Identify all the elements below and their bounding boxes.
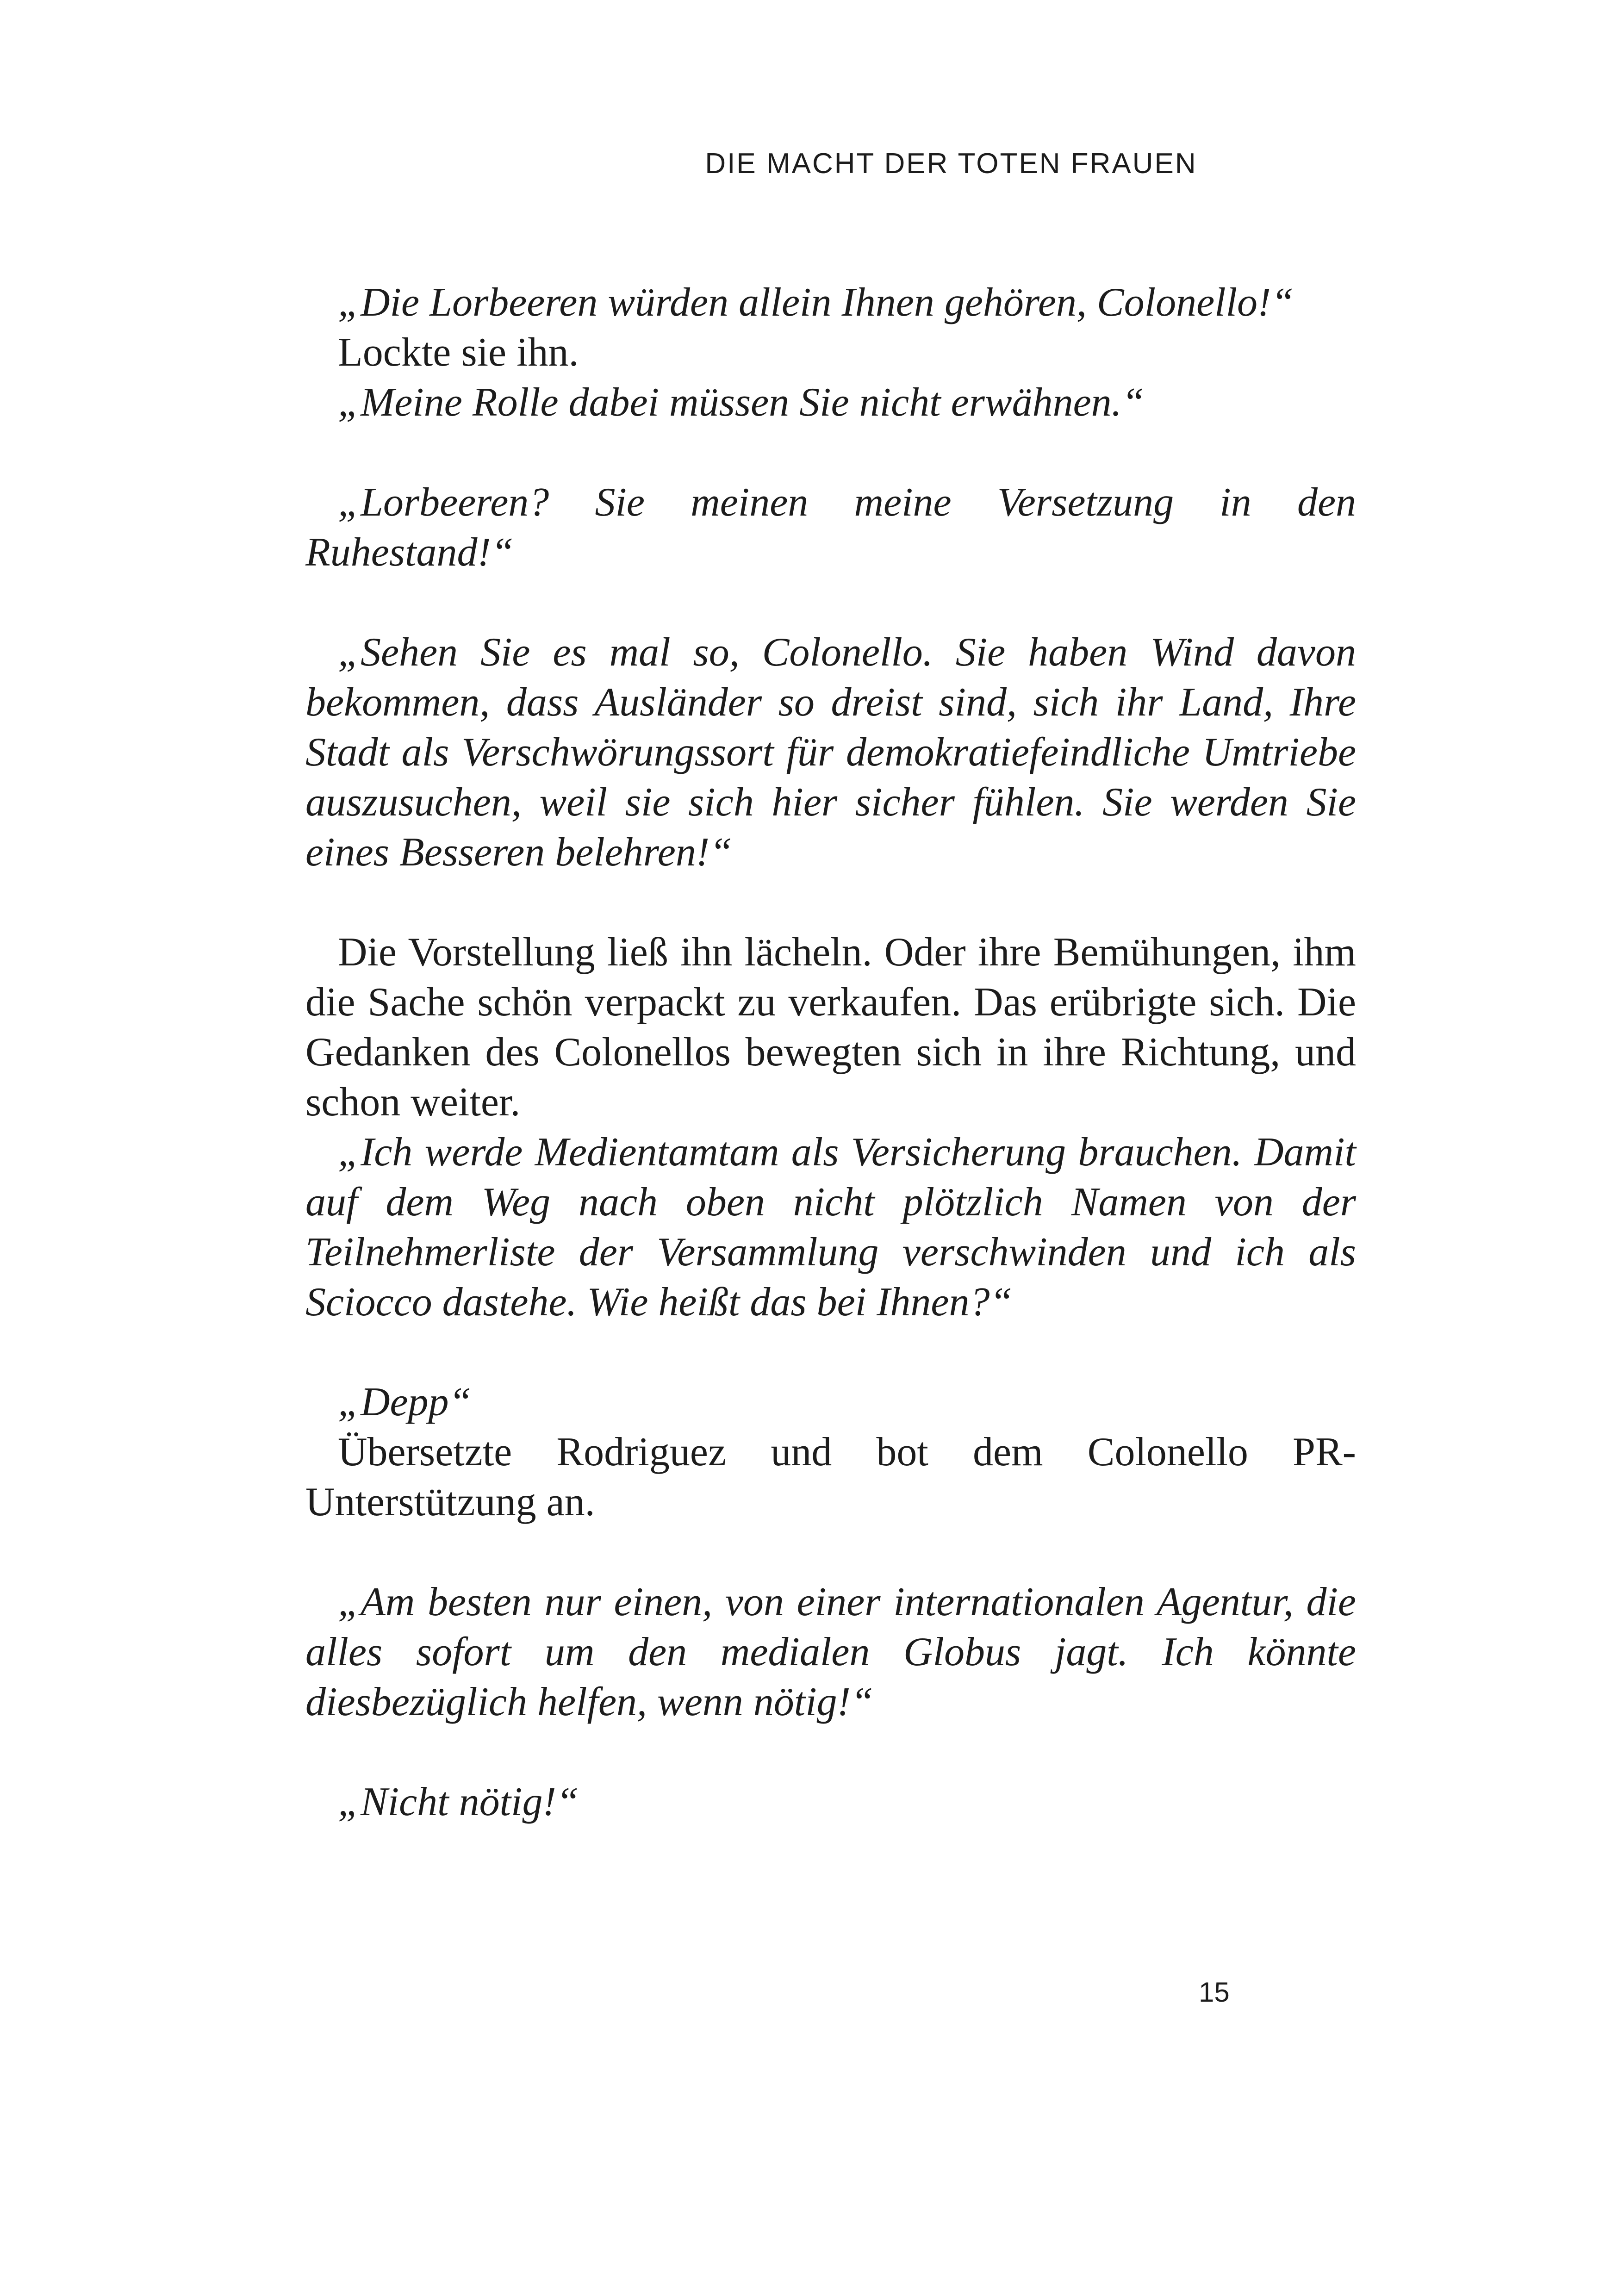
paragraph-narration: Lockte sie ihn. bbox=[338, 330, 579, 375]
paragraph-dialogue: „Die Lorbeeren würden allein Ihnen gehören, Colonello!“ bbox=[338, 280, 1294, 325]
paragraph-dialogue: „Am besten nur einen, von einer internationalen Agentur, die alles sofort um den medialen Globus jagt. Ich könnte diesbezüglich helfen, wenn nötig!“ bbox=[305, 1580, 1356, 1724]
paragraph-dialogue: „Sehen Sie es mal so, Colonello. Sie haben Wind davon bekommen, dass Ausländer so dreist sind, sich ihr Land, Ihre Stadt als Verschwörungssort für demokratiefeindliche Umtriebe auszusuchen, weil sie sich hier sicher fühlen. Sie werden Sie eines Besseren belehren!“ bbox=[305, 630, 1356, 875]
running-header: DIE MACHT DER TOTEN FRAUEN bbox=[705, 148, 1197, 180]
paragraph-dialogue: „Depp“ bbox=[338, 1380, 472, 1425]
paragraph-dialogue: „Nicht nötig!“ bbox=[338, 1780, 579, 1824]
paragraph-dialogue: „Lorbeeren? Sie meinen meine Versetzung in den Ruhestand!“ bbox=[305, 480, 1356, 575]
body-text bbox=[305, 278, 1356, 1827]
paragraph-dialogue: „Ich werde Medientamtam als Versicherung brauchen. Damit auf dem Weg nach oben nicht plötzlich Namen von der Teilnehmerliste der Versammlung verschwinden und ich als Sciocco dastehe. Wie heißt das bei Ihnen?“ bbox=[305, 1130, 1356, 1325]
page-number: 15 bbox=[1199, 1977, 1230, 2008]
paragraph-dialogue: „Meine Rolle dabei müssen Sie nicht erwähnen.“ bbox=[338, 380, 1145, 425]
paragraph-narration: Übersetzte Rodriguez und bot dem Colonello PR-Unterstützung an. bbox=[305, 1430, 1356, 1524]
paragraph-narration: Die Vorstellung ließ ihn lächeln. Oder ihre Bemühungen, ihm die Sache schön verpackt zu verkaufen. Das erübrigte sich. Die Gedanken des Colonellos bewegten sich in ihre Richtung, und schon weiter. bbox=[305, 930, 1356, 1125]
